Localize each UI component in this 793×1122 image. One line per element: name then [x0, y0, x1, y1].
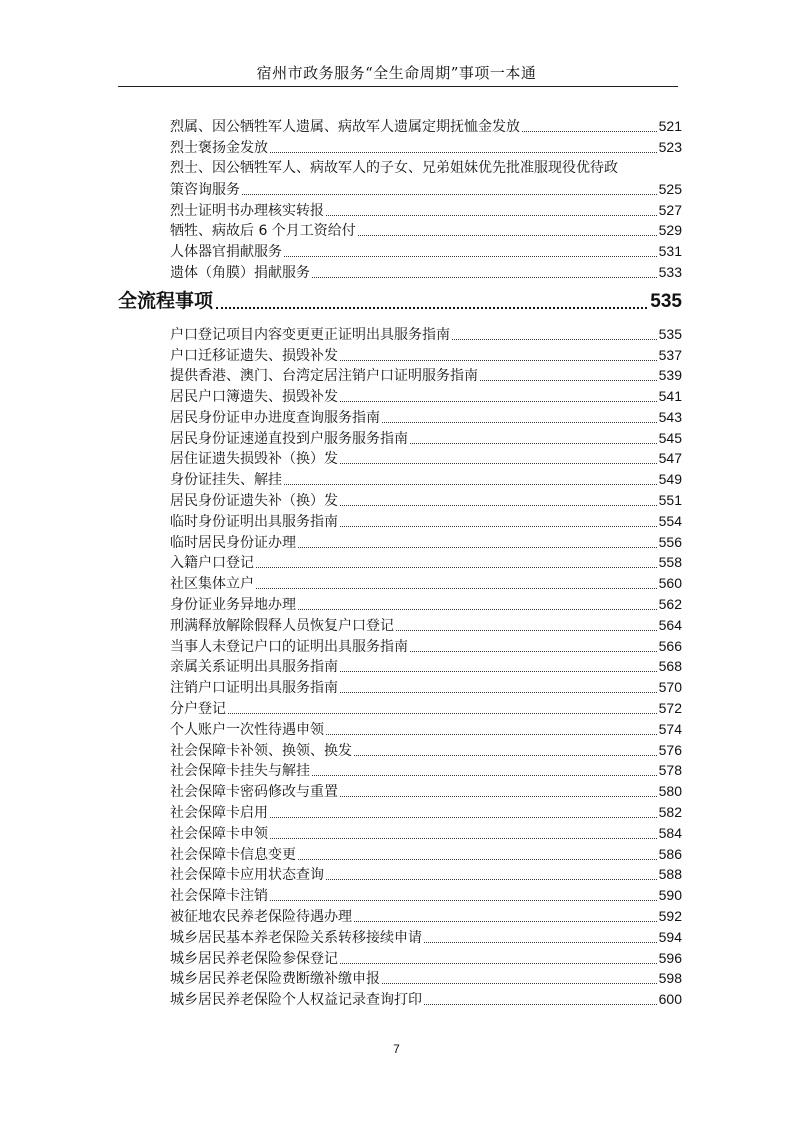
toc-leader-dots	[358, 223, 657, 236]
toc-entry[interactable]	[170, 180, 682, 199]
toc-entry-title: 社会保障卡补领、换领、换发	[170, 743, 352, 759]
toc-leader-dots	[242, 182, 657, 195]
toc-leader-dots	[382, 971, 657, 984]
toc-leader-dots	[410, 431, 657, 444]
toc-entry[interactable]	[170, 117, 682, 136]
toc-leader-dots	[256, 576, 657, 589]
toc-entry-page: 570	[658, 679, 682, 695]
toc-entry-page: 580	[658, 783, 682, 799]
toc-entry-title: 烈属、因公牺牲军人遗属、病故军人遗属定期抚恤金发放	[170, 119, 520, 135]
toc-leader-dots	[340, 784, 657, 797]
toc-entry[interactable]	[170, 449, 682, 468]
toc-leader-dots	[452, 327, 657, 340]
toc-entry-title: 亲属关系证明出具服务指南	[170, 659, 338, 675]
toc-leader-dots	[256, 555, 657, 568]
toc-entry-page: 543	[658, 409, 682, 425]
toc-entry[interactable]	[170, 201, 682, 220]
toc-leader-dots	[326, 722, 657, 735]
toc-entry-page: 545	[658, 430, 682, 446]
toc-leader-dots	[326, 867, 657, 880]
toc-entry-page: 590	[658, 887, 682, 903]
toc-leader-dots	[424, 930, 657, 943]
toc-entry[interactable]	[170, 949, 682, 968]
toc-leader-dots	[312, 763, 657, 776]
page-number: 7	[393, 1042, 400, 1056]
toc-leader-dots	[326, 203, 657, 216]
toc-entry[interactable]	[170, 741, 682, 760]
toc-leader-dots	[340, 951, 657, 964]
toc-entry[interactable]	[170, 429, 682, 448]
toc-entry-title: 居民身份证遗失补（换）发	[170, 493, 338, 509]
toc-entry-title: 遗体（角膜）捐献服务	[170, 265, 310, 281]
page-header: 宿州市政务服务“全生命周期”事项一本通	[256, 64, 537, 82]
toc-leader-dots	[298, 847, 657, 860]
toc-entry-title: 社会保障卡注销	[170, 888, 268, 904]
toc-entry[interactable]	[170, 408, 682, 427]
toc-entry-page: 525	[658, 181, 682, 197]
toc-entry[interactable]	[170, 533, 682, 552]
section-title: 全流程事项	[118, 290, 214, 312]
toc-entry-title: 被征地农民养老保险待遇办理	[170, 909, 352, 925]
toc-leader-dots	[298, 597, 657, 610]
toc-entry[interactable]	[170, 657, 682, 676]
toc-entry-page: 564	[658, 617, 682, 633]
toc-entry-title: 牺牲、病故后 6 个月工资给付	[170, 223, 356, 239]
toc-entry-title: 城乡居民养老保险参保登记	[170, 951, 338, 967]
toc-leader-dots	[270, 140, 657, 153]
toc-entry-title: 烈士证明书办理核实转报	[170, 203, 324, 219]
toc-leader-dots	[354, 743, 657, 756]
toc-entry-page: 598	[658, 970, 682, 986]
toc-entry-page: 562	[658, 596, 682, 612]
toc-entry-title: 社区集体立户	[170, 576, 254, 592]
toc-entry[interactable]	[170, 366, 682, 385]
toc-entry-title: 居民户口簿遗失、损毁补发	[170, 389, 338, 405]
toc-entry[interactable]	[170, 574, 682, 593]
toc-entry-page: 537	[658, 347, 682, 363]
toc-leader-dots	[354, 909, 657, 922]
toc-entry[interactable]	[170, 907, 682, 926]
toc-entry[interactable]	[170, 325, 682, 344]
toc-entry[interactable]	[170, 263, 682, 282]
toc-entry-page: 535	[658, 326, 682, 342]
toc-entry[interactable]	[170, 886, 682, 905]
toc-entry[interactable]	[170, 865, 682, 884]
toc-entry-page: 527	[658, 202, 682, 218]
toc-entry-title: 个人账户一次性待遇申领	[170, 722, 324, 738]
toc-entry-page: 594	[658, 929, 682, 945]
toc-entry-page: 531	[658, 243, 682, 259]
toc-entry-title: 社会保障卡信息变更	[170, 847, 296, 863]
toc-leader-dots	[270, 888, 657, 901]
toc-entry-page: 556	[658, 534, 682, 550]
toc-entry-page: 547	[658, 450, 682, 466]
toc-entry-title: 身份证挂失、解挂	[170, 472, 282, 488]
toc-entry[interactable]	[170, 470, 682, 489]
toc-entry-page: 576	[658, 742, 682, 758]
toc-leader-dots	[410, 639, 657, 652]
toc-entry-page: 529	[658, 222, 682, 238]
toc-leader-dots	[284, 244, 657, 257]
toc-entry[interactable]	[170, 553, 682, 572]
toc-entry-title: 临时居民身份证办理	[170, 535, 296, 551]
toc-entry-title: 社会保障卡申领	[170, 826, 268, 842]
toc-entry-page: 554	[658, 513, 682, 529]
toc-entry-title: 临时身份证明出具服务指南	[170, 514, 338, 530]
toc-entry-page: 592	[658, 908, 682, 924]
toc-leader-dots	[340, 659, 657, 672]
toc-leader-dots	[340, 451, 657, 464]
toc-leader-dots	[270, 826, 657, 839]
toc-entry[interactable]	[170, 387, 682, 406]
toc-entry-page: 551	[658, 492, 682, 508]
toc-entry[interactable]	[170, 845, 682, 864]
toc-entry-title: 社会保障卡应用状态查询	[170, 867, 324, 883]
toc-leader-dots	[340, 514, 657, 527]
toc-leader-dots	[424, 992, 657, 1005]
toc-leader-dots	[284, 472, 657, 485]
toc-entry-page: 560	[658, 575, 682, 591]
toc-entry-title: 人体器官捐献服务	[170, 244, 282, 260]
toc-entry-page: 533	[658, 264, 682, 280]
toc-entry-page: 588	[658, 866, 682, 882]
toc-leader-dots	[298, 535, 657, 548]
toc-leader-dots	[312, 265, 657, 278]
toc-entry[interactable]	[170, 969, 682, 988]
toc-entry[interactable]	[170, 990, 682, 1009]
toc-entry[interactable]	[170, 346, 682, 365]
toc-entry-title: 城乡居民养老保险费断缴补缴申报	[170, 971, 380, 987]
header-rule	[118, 86, 678, 87]
toc-entry[interactable]	[170, 491, 682, 510]
toc-entry-page: 541	[658, 388, 682, 404]
toc-entry[interactable]	[170, 782, 682, 801]
toc-entry-title: 社会保障卡启用	[170, 805, 268, 821]
toc-entry-page: 574	[658, 721, 682, 737]
toc-entry[interactable]	[170, 159, 682, 177]
section-page: 535	[650, 291, 682, 312]
toc-entry-title: 社会保障卡密码修改与重置	[170, 784, 338, 800]
toc-entry[interactable]	[170, 221, 682, 240]
toc-entry-title: 策咨询服务	[170, 182, 240, 198]
toc-entry-page: 584	[658, 825, 682, 841]
toc-entry-page: 521	[658, 118, 682, 134]
toc-entry-page: 523	[658, 139, 682, 155]
toc-entry-title: 居住证遗失损毁补（换）发	[170, 451, 338, 467]
toc-entry-page: 568	[658, 658, 682, 674]
toc-entry-title: 户口迁移证遗失、损毁补发	[170, 348, 338, 364]
toc-entry[interactable]	[170, 595, 682, 614]
toc-entry-title: 社会保障卡挂失与解挂	[170, 763, 310, 779]
toc-entry-page: 586	[658, 846, 682, 862]
toc-leader-dots	[228, 701, 657, 714]
toc-entry-page: 596	[658, 950, 682, 966]
toc-entry-title: 当事人未登记户口的证明出具服务指南	[170, 639, 408, 655]
toc-entry-title: 烈士、因公牺牲军人、病故军人的子女、兄弟姐妹优先批准服现役优待政	[170, 160, 618, 176]
toc-leader-dots	[340, 389, 657, 402]
toc-entry-title: 城乡居民基本养老保险关系转移接续申请	[170, 930, 422, 946]
toc-entry[interactable]	[170, 678, 682, 697]
toc-leader-dots	[382, 410, 657, 423]
toc-leader-dots	[340, 348, 657, 361]
toc-entry-page: 600	[658, 991, 682, 1007]
toc-entry-page: 539	[658, 367, 682, 383]
toc-entry[interactable]	[170, 637, 682, 656]
toc-leader-dots	[216, 293, 647, 309]
toc-entry-page: 572	[658, 700, 682, 716]
toc-leader-dots	[340, 680, 657, 693]
toc-section-heading[interactable]	[118, 289, 682, 314]
toc-entry-title: 城乡居民养老保险个人权益记录查询打印	[170, 992, 422, 1008]
toc-entry-title: 注销户口证明出具服务指南	[170, 680, 338, 696]
toc-leader-dots	[480, 368, 657, 381]
toc-entry-title: 烈士褒扬金发放	[170, 140, 268, 156]
toc-leader-dots	[340, 493, 657, 506]
toc-entry[interactable]	[170, 720, 682, 739]
toc-entry-title: 居民身份证速递直投到户服务服务指南	[170, 431, 408, 447]
toc-leader-dots	[270, 805, 657, 818]
toc-entry[interactable]	[170, 761, 682, 780]
toc-entry-page: 582	[658, 804, 682, 820]
toc-entry-page: 566	[658, 638, 682, 654]
toc-entry[interactable]	[170, 616, 682, 635]
toc-leader-dots	[522, 119, 657, 132]
toc-leader-dots	[396, 618, 657, 631]
toc-entry-page: 549	[658, 471, 682, 487]
toc-entry[interactable]	[170, 512, 682, 531]
toc-entry-title: 居民身份证申办进度查询服务指南	[170, 410, 380, 426]
toc-entry[interactable]	[170, 824, 682, 843]
toc-entry-title: 刑满释放解除假释人员恢复户口登记	[170, 618, 394, 634]
toc-entry[interactable]	[170, 699, 682, 718]
toc-entry[interactable]	[170, 242, 682, 261]
toc-entry-title: 提供香港、澳门、台湾定居注销户口证明服务指南	[170, 368, 478, 384]
toc-entry[interactable]	[170, 138, 682, 157]
toc-entry[interactable]	[170, 803, 682, 822]
toc-entry-title: 分户登记	[170, 701, 226, 717]
toc-entry-page: 558	[658, 554, 682, 570]
toc-entry-title: 户口登记项目内容变更更正证明出具服务指南	[170, 327, 450, 343]
toc-entry-page: 578	[658, 762, 682, 778]
toc-entry[interactable]	[170, 928, 682, 947]
toc-entry-title: 身份证业务异地办理	[170, 597, 296, 613]
toc-entry-title: 入籍户口登记	[170, 555, 254, 571]
